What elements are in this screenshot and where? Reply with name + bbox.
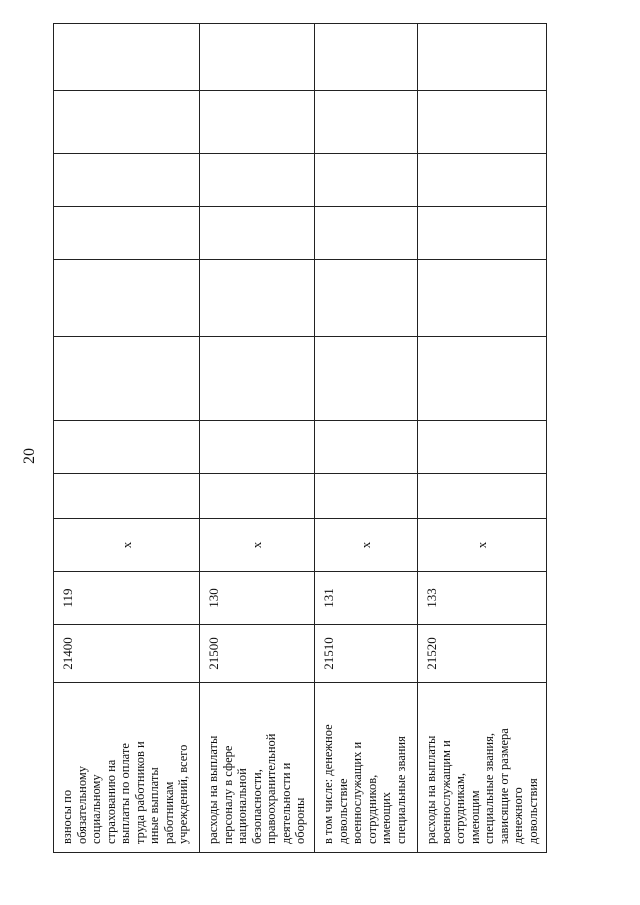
empty-cell xyxy=(200,24,315,91)
row-mark-cell: x xyxy=(200,519,315,572)
empty-cell xyxy=(54,337,200,421)
empty-cell xyxy=(418,207,547,260)
empty-cell xyxy=(54,207,200,260)
row-mark-cell: x xyxy=(54,519,200,572)
row-code-cell: 21510 xyxy=(315,625,418,683)
empty-cell xyxy=(418,91,547,154)
empty-cell xyxy=(200,207,315,260)
row-kosgu-cell: 130 xyxy=(200,572,315,625)
row-code-cell: 21400 xyxy=(54,625,200,683)
empty-cell xyxy=(315,207,418,260)
row-name-cell: взносы по обязательному социальному страхованию на выплаты по оплате труда работников и иные выплаты работникам учреждений, всего xyxy=(54,683,200,853)
row-mark-cell: x xyxy=(418,519,547,572)
empty-cell xyxy=(200,154,315,207)
empty-cell xyxy=(200,91,315,154)
row-kosgu-cell: 133 xyxy=(418,572,547,625)
empty-cell xyxy=(200,260,315,337)
budget-table xyxy=(53,23,547,853)
empty-cell xyxy=(54,91,200,154)
empty-cell xyxy=(54,474,200,519)
table-row xyxy=(418,24,547,853)
empty-cell xyxy=(54,260,200,337)
empty-cell xyxy=(315,24,418,91)
empty-cell xyxy=(315,474,418,519)
table-row xyxy=(200,24,315,853)
row-mark-cell: x xyxy=(315,519,418,572)
empty-cell xyxy=(54,421,200,474)
table-row xyxy=(54,24,200,853)
empty-cell xyxy=(315,337,418,421)
empty-cell xyxy=(418,260,547,337)
empty-cell xyxy=(418,474,547,519)
empty-cell xyxy=(200,474,315,519)
empty-cell xyxy=(315,91,418,154)
rotated-table-container xyxy=(53,24,546,853)
page-number: 20 xyxy=(21,448,38,464)
empty-cell xyxy=(200,337,315,421)
empty-cell xyxy=(54,24,200,91)
table-row xyxy=(315,24,418,853)
empty-cell xyxy=(418,154,547,207)
empty-cell xyxy=(315,154,418,207)
row-name-cell: в том числе: денежное довольствие военнослужащих и сотрудников, имеющих специальные звания xyxy=(315,683,418,853)
row-code-cell: 21520 xyxy=(418,625,547,683)
empty-cell xyxy=(418,337,547,421)
row-name-cell: расходы на выплаты военнослужащим и сотрудникам, имеющим специальные звания, зависящие от размера денежного довольствия xyxy=(418,683,547,853)
row-name-cell: расходы на выплаты персоналу в сфере национальной безопасности, правоохранительной деятельности и обороны xyxy=(200,683,315,853)
empty-cell xyxy=(54,154,200,207)
empty-cell xyxy=(315,260,418,337)
empty-cell xyxy=(418,421,547,474)
row-kosgu-cell: 131 xyxy=(315,572,418,625)
row-code-cell: 21500 xyxy=(200,625,315,683)
empty-cell xyxy=(315,421,418,474)
empty-cell xyxy=(200,421,315,474)
row-kosgu-cell: 119 xyxy=(54,572,200,625)
empty-cell xyxy=(418,24,547,91)
